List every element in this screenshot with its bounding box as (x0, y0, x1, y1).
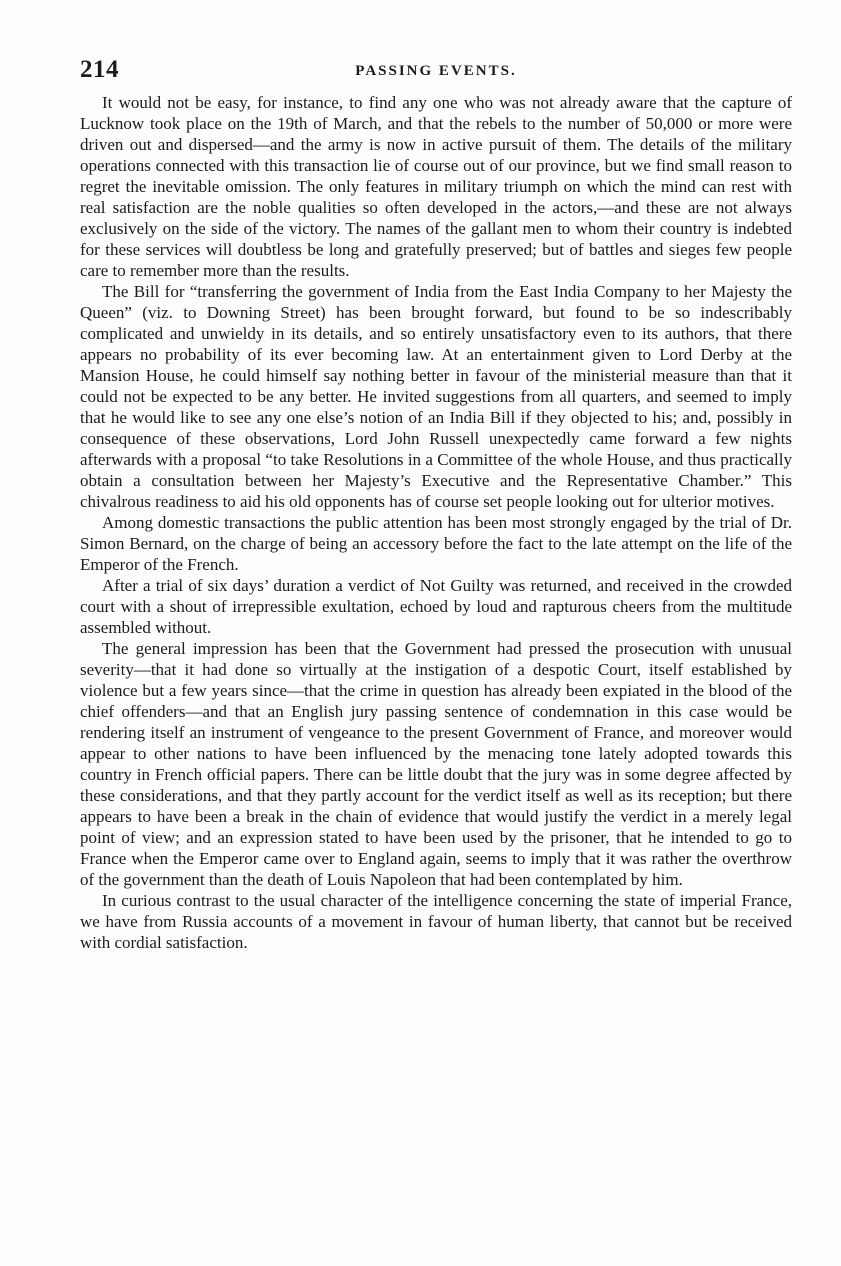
paragraph-lucknow: It would not be easy, for instance, to find any one who was not already aware that the capture of Lucknow took place on the 19th of March, and that the rebels to the number of 50,000 or more were driven out and dispersed—and the army is now in active pursuit of them. The details of the military operations connected with this transaction lie of course out of our province, but we find small reason to regret the inevitable omission. The only features in military triumph on which the mind can rest with real satisfaction are the noble qualities so often developed in the actors,—and these are not always exclusively on the side of the victory. The names of the gallant men to whom their country is indebted for these services will doubtless be long and gratefully preserved; but of battles and sieges few people care to remember more than the results. (80, 93, 792, 280)
paragraph-verdict: After a trial of six days’ duration a verdict of Not Guilty was returned, and received in the crowded court with a shout of irrepressible exultation, echoed by loud and rapturous cheers from the multitude assembled without. (80, 576, 792, 637)
page (80, 56, 792, 953)
running-head: PASSING EVENTS. (355, 63, 517, 79)
paragraph-general-impression: The general impression has been that the Government had pressed the prosecution with unusual severity—that it had done so virtually at the instigation of a despotic Court, itself established by violence but a few years since—that the crime in question has already been expiated in the blood of the chief offenders—and that an English jury passing sentence of condemnation in this case would be rendering itself an instrument of vengeance to the present Government of France, and moreover would appear to other nations to have been influenced by the menacing tone lately adopted towards this country in French official papers. There can be little doubt that the jury was in some degree affected by these considerations, and that they partly account for the verdict itself as well as its reception; but there appears to have been a break in the chain of evidence that would justify the verdict in a merely legal point of view; and an expression stated to have been used by the prisoner, that he intended to go to France when the Emperor came over to England again, seems to imply that it was rather the overthrow of the government than the death of Louis Napoleon that had been contemplated by him. (80, 639, 792, 889)
page-header (80, 56, 792, 92)
page-number: 214 (80, 56, 119, 83)
paragraph-russia: In curious contrast to the usual character of the intelligence concerning the state of imperial France, we have from Russia accounts of a movement in favour of human liberty, that cannot but be received with cordial satisfaction. (80, 891, 792, 952)
paragraph-india-bill: The Bill for “transferring the government of India from the East India Company to her Majesty the Queen” (viz. to Downing Street) has been brought forward, but found to be so indescribably complicated and unwieldy in its details, and so entirely unsatisfactory even to its authors, that there appears no probability of its ever becoming law. At an entertainment given to Lord Derby at the Mansion House, he could himself say nothing better in favour of the ministerial measure than that it could not be expected to be any better. He invited suggestions from all quarters, and seemed to imply that he would like to see any one else’s notion of an India Bill if they objected to his; and, possibly in consequence of these observations, Lord John Russell unexpectedly came forward a few nights afterwards with a proposal “to take Resolutions in a Committee of the whole House, and thus practically obtain a consultation between her Majesty’s Executive and the Representative Chamber.” This chivalrous readiness to aid his old opponents has of course set people looking out for ulterior motives. (80, 282, 792, 511)
paragraph-bernard-trial: Among domestic transactions the public attention has been most strongly engaged by the trial of Dr. Simon Bernard, on the charge of being an accessory before the fact to the late attempt on the life of the Emperor of the French. (80, 513, 792, 574)
body-text (80, 92, 792, 953)
